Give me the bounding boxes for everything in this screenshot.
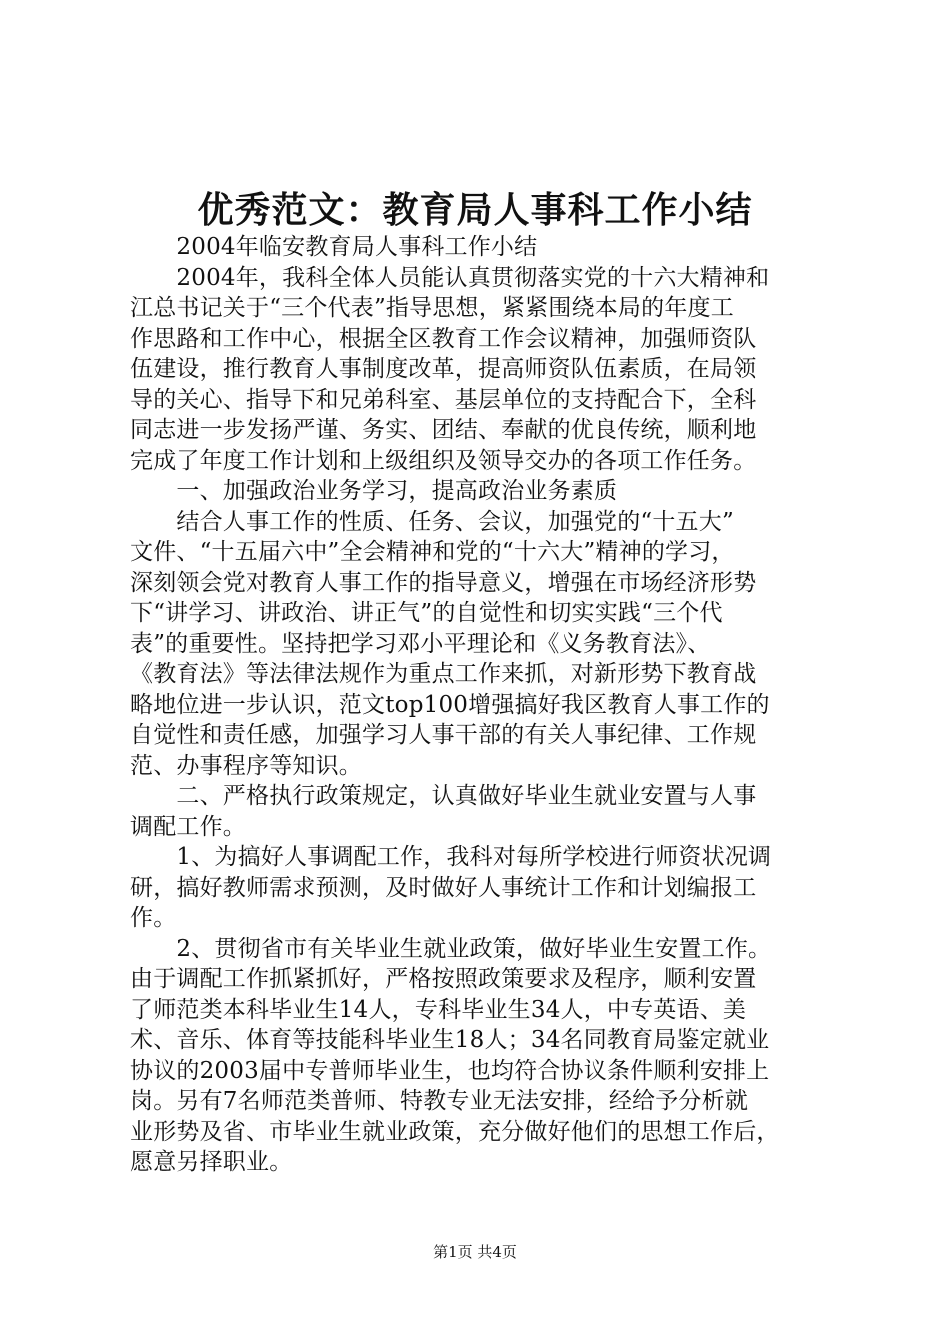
body-line: 同志进一步发扬严谨、务实、团结、奉献的优良传统，顺利地 (130, 417, 757, 443)
section-heading: 二、严格执行政策规定，认真做好毕业生就业安置与人事 (130, 783, 757, 809)
body-line: 导的关心、指导下和兄弟科室、基层单位的支持配合下，全科 (130, 386, 757, 413)
document-body (130, 232, 830, 1178)
body-line: 2004年，我科全体人员能认真贯彻落实党的十六大精神和 (130, 264, 770, 291)
body-line: 略地位进一步认识，范文top100增强搞好我区教育人事工作的 (130, 691, 770, 718)
body-line: 协议的2003届中专普师毕业生，也均符合协议条件顺利安排上 (130, 1057, 770, 1084)
body-line: 作。 (130, 905, 177, 931)
body-line: 江总书记关于“三个代表”指导思想，紧紧围绕本局的年度工 (130, 295, 734, 321)
body-line: 文件、“十五届六中”全会精神和党的“十六大”精神的学习， (130, 539, 735, 565)
body-line: 岗。另有7名师范类普师、特教专业无法安排，经给予分析就 (130, 1088, 749, 1114)
body-line: 范、办事程序等知识。 (130, 752, 362, 779)
section-heading: 一、加强政治业务学习，提高政治业务素质 (130, 478, 618, 504)
body-line: 了师范类本科毕业生14人，专科毕业生34人，中专英语、美 (130, 996, 747, 1023)
body-line: 深刻领会党对教育人事工作的指导意义，增强在市场经济形势 (130, 569, 757, 596)
body-line: 由于调配工作抓紧抓好，严格按照政策要求及程序，顺利安置 (130, 966, 757, 992)
body-line: 完成了年度工作计划和上级组织及领导交办的各项工作任务。 (130, 447, 757, 474)
page-footer: 第1页 共4页 (433, 1243, 517, 1261)
body-line: 表”的重要性。坚持把学习邓小平理论和《义务教育法》、 (130, 630, 711, 657)
body-line: 下“讲学习、讲政治、讲正气”的自觉性和切实实践“三个代 (130, 600, 723, 626)
body-line: 自觉性和责任感，加强学习人事干部的有关人事纪律、工作规 (130, 722, 757, 748)
body-line: 研，搞好教师需求预测，及时做好人事统计工作和计划编报工 (130, 874, 757, 901)
body-line: 术、音乐、体育等技能科毕业生18人；34名同教育局鉴定就业 (130, 1027, 770, 1053)
body-line: 伍建设，推行教育人事制度改革，提高师资队伍素质，在局领 (130, 356, 757, 382)
body-line: 2、贯彻省市有关毕业生就业政策，做好毕业生安置工作。 (130, 935, 772, 962)
body-line: 结合人事工作的性质、任务、会议，加强党的“十五大” (130, 508, 734, 535)
body-line: 2004年临安教育局人事科工作小结 (130, 234, 538, 260)
document-title: 优秀范文：教育局人事科工作小结 (197, 189, 753, 231)
section-heading: 调配工作。 (130, 813, 246, 840)
body-line: 业形势及省、市毕业生就业政策，充分做好他们的思想工作后， (130, 1118, 780, 1145)
body-line: 《教育法》等法律法规作为重点工作来抓，对新形势下教育战 (130, 661, 757, 687)
body-line: 愿意另择职业。 (130, 1149, 293, 1175)
body-line: 作思路和工作中心，根据全区教育工作会议精神，加强师资队 (130, 325, 757, 352)
body-line: 1、为搞好人事调配工作，我科对每所学校进行师资状况调 (130, 844, 772, 870)
